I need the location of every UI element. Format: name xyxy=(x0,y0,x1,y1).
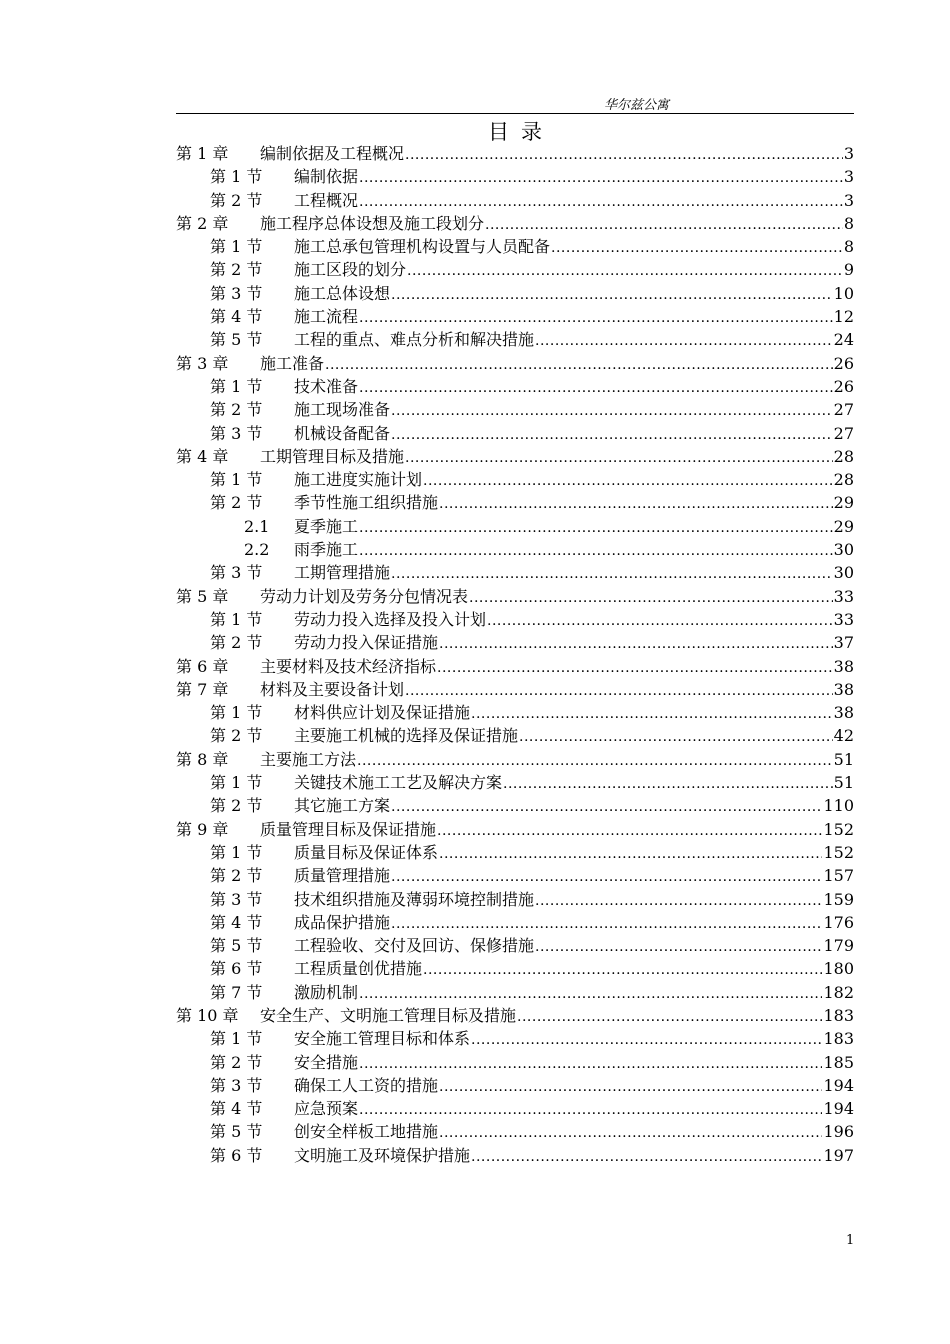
toc-dot-leader xyxy=(439,843,822,866)
toc-dot-leader xyxy=(359,983,822,1006)
toc-entry-title: 安全生产、文明施工管理目标及措施 xyxy=(260,1005,517,1025)
toc-entry-number: 第 5 节 xyxy=(210,330,263,350)
toc-entry-number: 第 3 节 xyxy=(210,889,263,909)
toc-entry-number: 第 5 节 xyxy=(210,936,263,956)
toc-entry-page: 194 xyxy=(823,1075,854,1095)
toc-entry-number: 2.2 xyxy=(244,540,270,560)
toc-entry-title: 施工区段的划分 xyxy=(294,260,407,280)
toc-dot-leader xyxy=(405,680,833,703)
toc-entry-number: 第 7 节 xyxy=(210,982,263,1002)
toc-entry[interactable] xyxy=(176,142,854,165)
toc-entry-page: 24 xyxy=(833,330,854,350)
toc-entry-page: 183 xyxy=(823,1029,854,1049)
toc-dot-leader xyxy=(391,866,822,889)
toc-entry-page: 196 xyxy=(823,1122,854,1142)
toc-entry-title: 激励机制 xyxy=(294,982,359,1002)
toc-entry-number: 第 6 节 xyxy=(210,959,263,979)
toc-entry-number: 第 2 节 xyxy=(210,726,263,746)
toc-dot-leader xyxy=(391,796,822,819)
toc-dot-leader xyxy=(423,470,833,493)
toc-entry-page: 157 xyxy=(823,866,854,886)
toc-dot-leader xyxy=(439,493,833,516)
toc-entry-number: 第 2 节 xyxy=(210,400,263,420)
toc-entry-page: 185 xyxy=(823,1052,854,1072)
toc-entry[interactable] xyxy=(176,888,854,911)
toc-entry[interactable] xyxy=(176,282,854,305)
toc-entry[interactable] xyxy=(176,1120,854,1143)
toc-entry[interactable] xyxy=(176,1051,854,1074)
toc-entry-page: 30 xyxy=(833,540,854,560)
toc-dot-leader xyxy=(471,1146,822,1169)
toc-entry-title: 劳动力计划及劳务分包情况表 xyxy=(260,586,469,606)
toc-dot-leader xyxy=(519,726,833,749)
toc-dot-leader xyxy=(359,540,833,563)
toc-entry-number: 第 3 节 xyxy=(210,563,263,583)
toc-entry-number: 第 2 节 xyxy=(210,796,263,816)
toc-entry-number: 第 6 节 xyxy=(210,1145,263,1165)
toc-dot-leader xyxy=(359,167,843,190)
toc-entry[interactable] xyxy=(176,724,854,747)
toc-entry[interactable] xyxy=(176,678,854,701)
toc-dot-leader xyxy=(359,377,833,400)
toc-entry-page: 30 xyxy=(833,563,854,583)
toc-entry[interactable] xyxy=(176,794,854,817)
table-of-contents xyxy=(176,142,854,1167)
toc-entry-title: 材料及主要设备计划 xyxy=(260,679,405,699)
toc-entry-page: 51 xyxy=(833,773,854,793)
toc-dot-leader xyxy=(391,424,833,447)
toc-entry-title: 机械设备配备 xyxy=(294,423,391,443)
toc-entry-title: 质量管理目标及保证措施 xyxy=(260,819,437,839)
toc-entry[interactable] xyxy=(176,818,854,841)
toc-entry-title: 主要施工机械的选择及保证措施 xyxy=(294,726,519,746)
toc-dot-leader xyxy=(391,400,833,423)
toc-entry-page: 12 xyxy=(833,307,854,327)
toc-dot-leader xyxy=(485,214,843,237)
toc-entry-page: 194 xyxy=(823,1099,854,1119)
toc-entry-number: 第 3 节 xyxy=(210,423,263,443)
toc-dot-leader xyxy=(487,610,833,633)
toc-entry-number: 第 5 节 xyxy=(210,1122,263,1142)
toc-entry-title: 主要施工方法 xyxy=(260,749,357,769)
toc-entry-title: 工程概况 xyxy=(294,190,359,210)
toc-dot-leader xyxy=(405,144,843,167)
toc-entry-page: 38 xyxy=(833,703,854,723)
toc-entry-number: 第 2 节 xyxy=(210,260,263,280)
toc-title: 目录 xyxy=(488,120,554,144)
toc-entry[interactable] xyxy=(176,981,854,1004)
toc-dot-leader xyxy=(359,191,843,214)
toc-entry-number: 第 4 节 xyxy=(210,1099,263,1119)
page-number: 1 xyxy=(846,1233,855,1248)
toc-entry-number: 第 2 节 xyxy=(210,866,263,886)
toc-entry-page: 26 xyxy=(833,353,854,373)
toc-entry-title: 安全施工管理目标和体系 xyxy=(294,1029,471,1049)
toc-dot-leader xyxy=(391,913,822,936)
toc-entry-page: 33 xyxy=(833,586,854,606)
toc-entry[interactable] xyxy=(176,911,854,934)
toc-entry-number: 第 3 节 xyxy=(210,1075,263,1095)
toc-entry-number: 第 3 章 xyxy=(176,353,229,373)
toc-entry-page: 3 xyxy=(843,190,854,210)
toc-dot-leader xyxy=(551,237,843,260)
toc-entry[interactable] xyxy=(176,1097,854,1120)
toc-entry[interactable] xyxy=(176,1144,854,1167)
toc-entry[interactable] xyxy=(176,165,854,188)
toc-entry-number: 第 1 节 xyxy=(210,470,263,490)
toc-dot-leader xyxy=(535,890,822,913)
toc-entry-title: 施工总体设想 xyxy=(294,283,391,303)
toc-entry-page: 9 xyxy=(843,260,854,280)
toc-entry-page: 8 xyxy=(843,237,854,257)
toc-entry[interactable] xyxy=(176,491,854,514)
toc-entry-title: 施工程序总体设想及施工段划分 xyxy=(260,213,485,233)
toc-dot-leader xyxy=(359,1053,822,1076)
toc-entry-page: 29 xyxy=(833,493,854,513)
toc-dot-leader xyxy=(359,307,833,330)
toc-entry-title: 技术组织措施及薄弱环境控制措施 xyxy=(294,889,535,909)
toc-entry[interactable] xyxy=(176,258,854,281)
toc-dot-leader xyxy=(437,657,833,680)
toc-entry-title: 施工进度实施计划 xyxy=(294,470,423,490)
toc-entry-page: 180 xyxy=(823,959,854,979)
toc-dot-leader xyxy=(423,959,822,982)
toc-entry-title: 编制依据 xyxy=(294,167,359,187)
toc-dot-leader xyxy=(357,750,833,773)
toc-entry[interactable] xyxy=(176,538,854,561)
toc-entry-number: 第 1 章 xyxy=(176,144,229,163)
toc-entry-number: 2.1 xyxy=(244,516,270,536)
toc-entry-number: 第 1 节 xyxy=(210,703,263,723)
toc-entry-number: 第 1 节 xyxy=(210,609,263,629)
toc-entry-title: 夏季施工 xyxy=(294,516,359,536)
toc-entry[interactable] xyxy=(176,235,854,258)
toc-entry-page: 27 xyxy=(833,400,854,420)
toc-entry-number: 第 4 节 xyxy=(210,307,263,327)
toc-entry-number: 第 1 节 xyxy=(210,842,263,862)
toc-entry-page: 28 xyxy=(833,470,854,490)
toc-entry[interactable] xyxy=(176,1027,854,1050)
toc-dot-leader xyxy=(391,563,833,586)
toc-dot-leader xyxy=(391,284,833,307)
toc-entry-page: 152 xyxy=(823,842,854,862)
toc-entry-page: 183 xyxy=(823,1005,854,1025)
toc-entry-number: 第 5 章 xyxy=(176,586,229,606)
toc-dot-leader xyxy=(535,330,833,353)
toc-entry[interactable] xyxy=(176,305,854,328)
toc-entry[interactable] xyxy=(176,864,854,887)
toc-entry-title: 劳动力投入保证措施 xyxy=(294,633,439,653)
toc-entry-page: 3 xyxy=(843,144,854,163)
toc-entry-title: 工程质量创优措施 xyxy=(294,959,423,979)
toc-entry-page: 110 xyxy=(823,796,854,816)
toc-entry-title: 文明施工及环境保护措施 xyxy=(294,1145,471,1165)
toc-entry-title: 工期管理措施 xyxy=(294,563,391,583)
toc-entry-page: 28 xyxy=(833,446,854,466)
toc-entry-page: 38 xyxy=(833,679,854,699)
toc-dot-leader xyxy=(359,1099,822,1122)
toc-entry[interactable] xyxy=(176,771,854,794)
toc-entry-title: 工程的重点、难点分析和解决措施 xyxy=(294,330,535,350)
toc-entry[interactable] xyxy=(176,957,854,980)
toc-dot-leader xyxy=(439,633,833,656)
toc-dot-leader xyxy=(359,517,833,540)
toc-entry[interactable] xyxy=(176,631,854,654)
toc-entry-page: 42 xyxy=(833,726,854,746)
toc-entry-number: 第 2 节 xyxy=(210,1052,263,1072)
toc-entry-page: 38 xyxy=(833,656,854,676)
toc-entry[interactable] xyxy=(176,934,854,957)
toc-entry[interactable] xyxy=(176,841,854,864)
toc-entry-title: 创安全样板工地措施 xyxy=(294,1122,439,1142)
toc-entry-page: 3 xyxy=(843,167,854,187)
toc-entry-number: 第 4 节 xyxy=(210,912,263,932)
toc-entry-title: 材料供应计划及保证措施 xyxy=(294,703,471,723)
toc-entry[interactable] xyxy=(176,212,854,235)
toc-entry-page: 33 xyxy=(833,609,854,629)
toc-entry[interactable] xyxy=(176,701,854,724)
toc-entry[interactable] xyxy=(176,585,854,608)
toc-entry-number: 第 1 节 xyxy=(210,237,263,257)
toc-entry-title: 技术准备 xyxy=(294,376,359,396)
toc-dot-leader xyxy=(535,936,822,959)
toc-entry-title: 季节性施工组织措施 xyxy=(294,493,439,513)
toc-entry-page: 182 xyxy=(823,982,854,1002)
toc-dot-leader xyxy=(471,703,833,726)
toc-entry-number: 第 1 节 xyxy=(210,376,263,396)
toc-entry[interactable] xyxy=(176,398,854,421)
toc-entry-number: 第 8 章 xyxy=(176,749,229,769)
toc-entry[interactable] xyxy=(176,422,854,445)
toc-entry-number: 第 3 节 xyxy=(210,283,263,303)
toc-entry-title: 应急预案 xyxy=(294,1099,359,1119)
toc-entry-page: 159 xyxy=(823,889,854,909)
toc-entry-page: 10 xyxy=(833,283,854,303)
toc-entry-title: 工期管理目标及措施 xyxy=(260,446,405,466)
toc-entry-title: 安全措施 xyxy=(294,1052,359,1072)
toc-entry-title: 雨季施工 xyxy=(294,540,359,560)
toc-entry-number: 第 1 节 xyxy=(210,167,263,187)
toc-entry-title: 关键技术施工工艺及解决方案 xyxy=(294,773,503,793)
toc-entry-title: 工程验收、交付及回访、保修措施 xyxy=(294,936,535,956)
toc-entry-title: 编制依据及工程概况 xyxy=(260,144,405,163)
toc-entry-number: 第 2 节 xyxy=(210,190,263,210)
toc-entry-title: 确保工人工资的措施 xyxy=(294,1075,439,1095)
toc-entry-page: 179 xyxy=(823,936,854,956)
running-header: 华尔兹公寓 xyxy=(604,98,670,113)
toc-entry-number: 第 1 节 xyxy=(210,773,263,793)
toc-entry-page: 8 xyxy=(843,213,854,233)
toc-entry[interactable] xyxy=(176,561,854,584)
toc-entry-page: 176 xyxy=(823,912,854,932)
toc-entry[interactable] xyxy=(176,748,854,771)
toc-entry-number: 第 10 章 xyxy=(176,1005,239,1025)
toc-entry-title: 主要材料及技术经济指标 xyxy=(260,656,437,676)
toc-entry[interactable] xyxy=(176,375,854,398)
toc-dot-leader xyxy=(405,447,833,470)
toc-entry-title: 施工现场准备 xyxy=(294,400,391,420)
toc-dot-leader xyxy=(469,587,833,610)
toc-entry-number: 第 7 章 xyxy=(176,679,229,699)
toc-dot-leader xyxy=(439,1076,822,1099)
toc-dot-leader xyxy=(471,1029,822,1052)
toc-entry-number: 第 9 章 xyxy=(176,819,229,839)
toc-entry[interactable] xyxy=(176,608,854,631)
toc-entry[interactable] xyxy=(176,655,854,678)
toc-dot-leader xyxy=(437,820,822,843)
toc-entry-page: 27 xyxy=(833,423,854,443)
toc-entry-page: 197 xyxy=(823,1145,854,1165)
toc-entry[interactable] xyxy=(176,1074,854,1097)
toc-entry[interactable] xyxy=(176,515,854,538)
toc-entry-title: 施工总承包管理机构设置与人员配备 xyxy=(294,237,551,257)
toc-dot-leader xyxy=(439,1122,822,1145)
toc-entry[interactable] xyxy=(176,352,854,375)
toc-entry[interactable] xyxy=(176,328,854,351)
toc-entry-title: 施工准备 xyxy=(260,353,325,373)
toc-entry-title: 质量目标及保证体系 xyxy=(294,842,439,862)
toc-dot-leader xyxy=(517,1006,822,1029)
toc-entry-page: 37 xyxy=(833,633,854,653)
toc-entry-page: 26 xyxy=(833,376,854,396)
toc-entry-number: 第 6 章 xyxy=(176,656,229,676)
toc-entry-number: 第 2 章 xyxy=(176,213,229,233)
toc-entry-title: 质量管理措施 xyxy=(294,866,391,886)
toc-entry-title: 施工流程 xyxy=(294,307,359,327)
toc-entry-title: 其它施工方案 xyxy=(294,796,391,816)
toc-dot-leader xyxy=(407,260,843,283)
toc-entry-number: 第 2 节 xyxy=(210,633,263,653)
toc-entry[interactable] xyxy=(176,468,854,491)
toc-entry-page: 29 xyxy=(833,516,854,536)
toc-entry-title: 成品保护措施 xyxy=(294,912,391,932)
toc-entry-number: 第 1 节 xyxy=(210,1029,263,1049)
toc-dot-leader xyxy=(325,354,833,377)
toc-entry-title: 劳动力投入选择及投入计划 xyxy=(294,609,487,629)
toc-entry-page: 51 xyxy=(833,749,854,769)
toc-entry-number: 第 4 章 xyxy=(176,446,229,466)
toc-entry[interactable] xyxy=(176,1004,854,1027)
header-rule xyxy=(176,113,854,114)
toc-entry-page: 152 xyxy=(823,819,854,839)
toc-entry-number: 第 2 节 xyxy=(210,493,263,513)
toc-entry[interactable] xyxy=(176,445,854,468)
toc-dot-leader xyxy=(503,773,833,796)
toc-entry[interactable] xyxy=(176,189,854,212)
